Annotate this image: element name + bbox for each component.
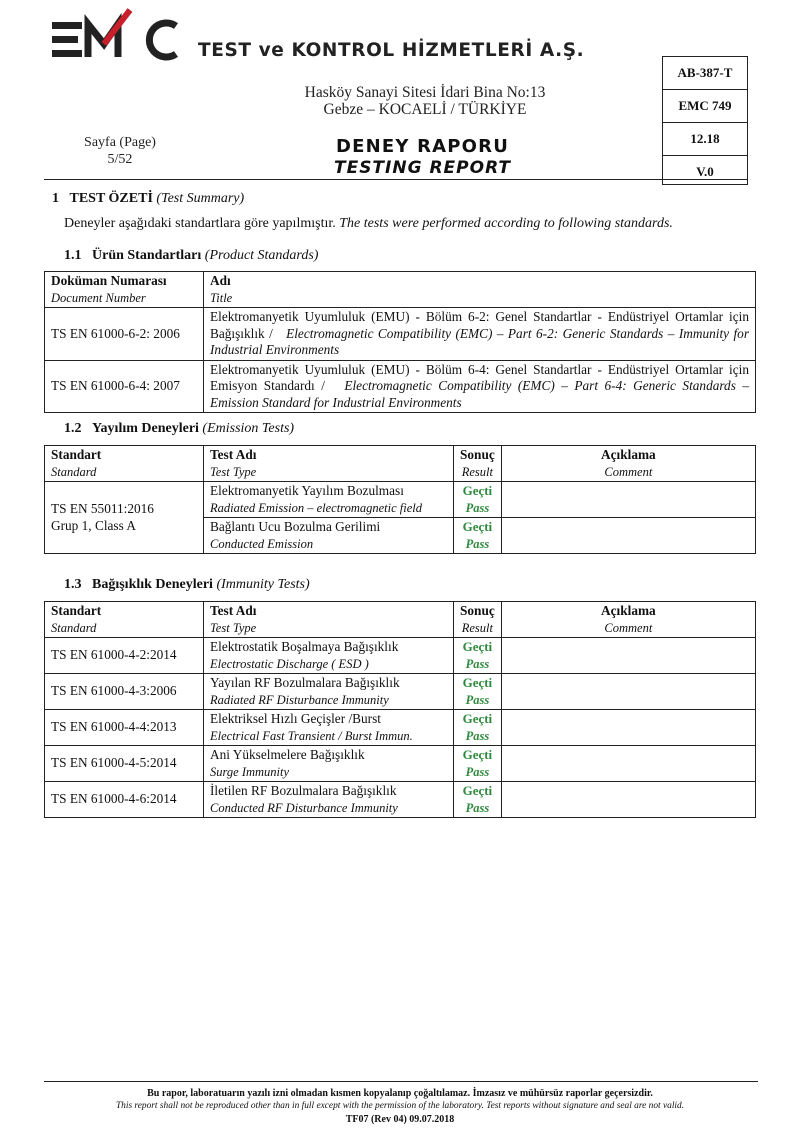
comment-cell: [501, 782, 755, 818]
col-header-comment: Açıklama: [601, 447, 656, 462]
col-header-comment-en: Comment: [604, 464, 653, 479]
document-code-box: [662, 56, 748, 185]
table-row: [45, 482, 756, 518]
doc-title-en: Electromagnetic Compatibility (EMC) – Part 6-2: Generic Standards – Immunity for Industrial Environments: [210, 325, 749, 357]
test-name-tr: Ani Yükselmelere Bağışıklık: [210, 747, 365, 762]
col-header-result-en: Result: [461, 464, 493, 479]
result-en: Pass: [465, 536, 490, 551]
standard-cell: TS EN 61000-4-5:2014: [45, 746, 204, 782]
doc-title-cell: [204, 308, 756, 361]
comment-cell: [501, 746, 755, 782]
result-tr: Geçti: [462, 711, 493, 726]
emc-number: EMC 749: [663, 90, 747, 123]
result-tr: Geçti: [462, 483, 493, 498]
result-cell: [454, 674, 502, 710]
comment-cell: [501, 710, 755, 746]
result-tr: Geçti: [462, 675, 493, 690]
doc-title-en: Electromagnetic Compatibility (EMC) – Part 6-4: Generic Standards – Emission Standard for Industrial Environments: [210, 378, 749, 410]
doc-title-tr: Elektromanyetik Uyumluluk (EMU) - Bölüm 6-2: Genel Standartlar - Endüstriyel Ortamlar için Bağışıklık /: [210, 309, 749, 341]
test-name-tr: İletilen RF Bozulmalara Bağışıklık: [210, 783, 397, 798]
col-header-test-en: Test Type: [210, 620, 257, 635]
footer-divider: [44, 1081, 758, 1082]
result-cell: [454, 518, 502, 554]
subsection-number: 1.2: [64, 421, 82, 436]
emc-logo: [52, 8, 180, 70]
doc-number-cell: TS EN 61000-6-4: 2007: [45, 360, 204, 413]
immunity-tests-table: [44, 601, 756, 818]
col-header-test: Test Adı: [210, 603, 257, 618]
subsection-title-en: (Immunity Tests): [216, 577, 310, 592]
comment-cell: [501, 638, 755, 674]
test-name-en: Electrical Fast Transient / Burst Immun.: [210, 728, 413, 743]
subsection-number: 1.1: [64, 248, 82, 263]
test-name-en: Radiated RF Disturbance Immunity: [210, 692, 389, 707]
col-header-comment-en: Comment: [604, 620, 653, 635]
subsection-title: Yayılım Deneyleri: [92, 421, 199, 436]
result-en: Pass: [465, 692, 490, 707]
test-name-tr: Bağlantı Ucu Bozulma Gerilimi: [210, 519, 381, 534]
report-date-code: 12.18: [663, 123, 747, 156]
standard-cell: [45, 482, 204, 554]
test-name-tr: Yayılan RF Bozulmalara Bağışıklık: [210, 675, 400, 690]
result-en: Pass: [465, 800, 490, 815]
test-cell: [204, 782, 454, 818]
doc-number-cell: TS EN 61000-6-2: 2006: [45, 308, 204, 361]
result-cell: [454, 638, 502, 674]
intro-en: The tests were performed according to following standards.: [339, 216, 673, 231]
result-cell: [454, 746, 502, 782]
col-header-standard: Standart: [51, 447, 102, 462]
comment-cell: [501, 674, 755, 710]
table-row: [45, 360, 756, 413]
intro-tr: Deneyler aşağıdaki standartlara göre yapılmıştır.: [64, 216, 336, 231]
subsection-title-en: (Emission Tests): [202, 421, 295, 436]
doc-title-cell: [204, 360, 756, 413]
test-name-en: Radiated Emission – electromagnetic field: [210, 500, 422, 515]
result-en: Pass: [465, 656, 490, 671]
col-header-result: Sonuç: [460, 603, 495, 618]
result-cell: [454, 710, 502, 746]
footer-notice-tr: Bu rapor, laboratuarın yazılı izni olmadan kısmen kopyalanıp çoğaltılamaz. İmzasız ve mühürsüz raporlar geçersizdir.: [147, 1088, 653, 1099]
comment-cell: [501, 518, 755, 554]
address-line-1: Hasköy Sanayi Sitesi İdari Bina No:13: [304, 84, 546, 101]
table-header-row: [45, 446, 756, 482]
emission-tests-table: [44, 445, 756, 554]
col-header-test-en: Test Type: [210, 464, 257, 479]
subsection-title-en: (Product Standards): [204, 248, 319, 263]
standard-cell: TS EN 61000-4-3:2006: [45, 674, 204, 710]
result-tr: Geçti: [462, 639, 493, 654]
version-code: V.0: [696, 164, 714, 179]
result-tr: Geçti: [462, 519, 493, 534]
emission-tests-heading: [64, 421, 294, 437]
table-row: [45, 638, 756, 674]
product-standards-heading: [64, 248, 318, 264]
test-cell: [204, 518, 454, 554]
test-name-tr: Elektromanyetik Yayılım Bozulması: [210, 483, 404, 498]
test-cell: [204, 746, 454, 782]
test-name-en: Surge Immunity: [210, 764, 290, 779]
table-header-row: [45, 602, 756, 638]
result-tr: Geçti: [462, 783, 493, 798]
test-name-tr: Elektriksel Hızlı Geçişler /Burst: [210, 711, 381, 726]
standard-cell: TS EN 61000-4-4:2013: [45, 710, 204, 746]
doc-title-tr: Elektromanyetik Uyumluluk (EMU) - Bölüm 6-4: Genel Standartlar - Endüstriyel Ortamlar için Emisyon Standardı /: [210, 361, 749, 393]
address-line-2: Gebze – KOCAELİ / TÜRKİYE: [323, 101, 527, 118]
col-header-standard-en: Standard: [51, 464, 97, 479]
report-title: DENEY RAPORU: [335, 136, 510, 157]
section-title: TEST ÖZETİ: [69, 191, 153, 206]
standard-number: TS EN 55011:2016: [51, 501, 154, 516]
test-name-en: Conducted RF Disturbance Immunity: [210, 800, 398, 815]
col-header-standard: Standart: [51, 603, 102, 618]
footer-form-code: TF07 (Rev 04) 09.07.2018: [345, 1114, 455, 1125]
intro-text: [64, 216, 673, 232]
page-number: 5/52: [107, 152, 133, 167]
standard-group-class: Grup 1, Class A: [51, 517, 136, 533]
document-code: AB-387-T: [663, 57, 747, 90]
col-header-title: Adı: [210, 273, 231, 288]
report-title-en: TESTING REPORT: [333, 158, 511, 178]
test-cell: [204, 674, 454, 710]
table-row: [45, 782, 756, 818]
subsection-number: 1.3: [64, 577, 82, 592]
subsection-title: Bağışıklık Deneyleri: [92, 577, 213, 592]
test-cell: [204, 638, 454, 674]
section-title-en: (Test Summary): [156, 191, 245, 206]
comment-cell: [501, 482, 755, 518]
test-cell: [204, 482, 454, 518]
col-header-standard-en: Standard: [51, 620, 97, 635]
col-header-result-en: Result: [461, 620, 493, 635]
subsection-title: Ürün Standartları: [92, 248, 202, 263]
result-en: Pass: [465, 764, 490, 779]
page-label: Sayfa (Page): [84, 135, 156, 150]
table-row: [45, 710, 756, 746]
test-name-en: Electrostatic Discharge ( ESD ): [210, 656, 369, 671]
table-header-row: [45, 272, 756, 308]
section-heading: [52, 191, 244, 207]
table-row: [45, 746, 756, 782]
result-tr: Geçti: [462, 747, 493, 762]
standard-cell: TS EN 61000-4-6:2014: [45, 782, 204, 818]
result-en: Pass: [465, 500, 490, 515]
result-cell: [454, 482, 502, 518]
test-cell: [204, 710, 454, 746]
header-divider: [44, 179, 748, 180]
company-name: TEST ve KONTROL HİZMETLERİ A.Ş.: [198, 40, 585, 61]
table-row: [45, 674, 756, 710]
col-header-comment: Açıklama: [601, 603, 656, 618]
footer-notice-en: This report shall not be reproduced other than in full except with the permission of the laboratory. Test reports without signature and seal are not valid.: [115, 1101, 685, 1111]
table-row: [45, 308, 756, 361]
col-header-result: Sonuç: [460, 447, 495, 462]
product-standards-table: [44, 271, 756, 413]
immunity-tests-heading: [64, 577, 310, 593]
result-cell: [454, 782, 502, 818]
test-name-tr: Elektrostatik Boşalmaya Bağışıklık: [210, 639, 399, 654]
result-en: Pass: [465, 728, 490, 743]
col-header-test: Test Adı: [210, 447, 257, 462]
col-header-title-en: Title: [210, 290, 233, 305]
col-header-doc-en: Document Number: [51, 290, 146, 305]
test-name-en: Conducted Emission: [210, 536, 314, 551]
standard-cell: TS EN 61000-4-2:2014: [45, 638, 204, 674]
col-header-doc: Doküman Numarası: [51, 273, 167, 288]
section-number: 1: [52, 191, 59, 206]
